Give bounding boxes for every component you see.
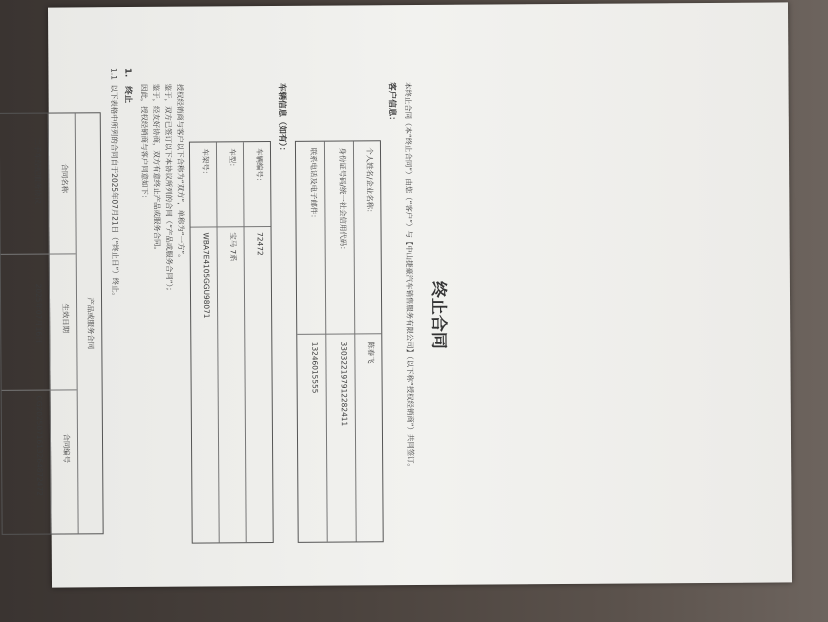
customer-section-heading: 客户信息： [386, 82, 397, 125]
document-sheet [32, 2, 792, 587]
vehicle-model-label: 车型： [227, 148, 238, 171]
parties-line-3: 鉴于，经友好协商，双方有意终止产品或服务合同。 [151, 83, 162, 254]
vehicle-plate-row [243, 142, 273, 542]
parties-line-2: 鉴于，双方已签订以下本协议所列的合同（“产品或服务合同”）； [163, 83, 174, 295]
contract-table-header-row [75, 113, 103, 533]
clause-1-1: 1.1 以下表格中所列的合同自于2025年07月21日（“终止日”）终止。 [109, 68, 121, 300]
customer-id-value: 330322197912282411 [339, 341, 349, 427]
vehicle-info-table [189, 141, 274, 544]
document-content [0, 30, 450, 605]
column-effective-date: 生效日期 [61, 303, 71, 334]
cell-contract-name: 二手车经纪服务协议 [32, 137, 43, 205]
vehicle-section-heading: 车辆信息（如有）： [276, 82, 288, 156]
clause-1-1-text: 以下表格中所列的合同自于2025年07月21日（“终止日”）终止。 [109, 84, 121, 300]
customer-info-table [295, 140, 384, 543]
vehicle-vin-label: 车架号： [200, 148, 211, 179]
column-contract-name: 合同名称 [60, 163, 70, 194]
vehicle-vin-value: WBA7E4105GGU98071 [201, 232, 212, 319]
contract-table-column-row [48, 113, 78, 533]
customer-id-label: 身份证号码/统一社会信用代码： [337, 147, 348, 254]
customer-phone-label: 联系电话及电子邮件： [308, 147, 319, 222]
parties-line-1: 授权经销商与客户以下合称为“双方”，单称为“一方”。 [175, 83, 186, 262]
document-title: 终止合同 [427, 280, 449, 349]
column-contract-number: 合同编号 [61, 433, 72, 464]
parties-line-4: 因此，授权经销商与客户同意如下： [139, 83, 150, 203]
cell-contract-number: CG2025071613264872472 [34, 395, 45, 496]
contract-table-header: 产品或服务合同 [86, 297, 96, 350]
customer-phone-value: 13246015555 [310, 341, 320, 394]
section-1-heading: 1. 终止 [122, 68, 133, 104]
section-1-title: 终止 [122, 86, 133, 104]
customer-name-value: 陈春飞 [366, 341, 376, 364]
customer-phone-row [296, 142, 327, 542]
customer-id-row [324, 141, 356, 541]
cell-effective-date: 2025年07月16日 [33, 283, 44, 344]
vehicle-vin-row [190, 142, 219, 542]
contract-table-data-row [0, 114, 51, 534]
customer-name-row [353, 141, 383, 541]
vehicle-model-value: 宝马 7系 [228, 232, 238, 262]
vehicle-model-row [216, 142, 246, 542]
contract-table [0, 112, 104, 535]
vehicle-plate-value: 72472 [255, 232, 265, 256]
intro-text: 本终止合同（本“终止合同”）由您（“客户”）与【中山捷豪汽车销售服务有限公司】（以下称“授权经销商”）共同签订。 [403, 82, 416, 471]
customer-name-label: 个人姓名/企业名称： [364, 147, 375, 217]
vehicle-plate-label: 车辆编号： [254, 148, 265, 186]
